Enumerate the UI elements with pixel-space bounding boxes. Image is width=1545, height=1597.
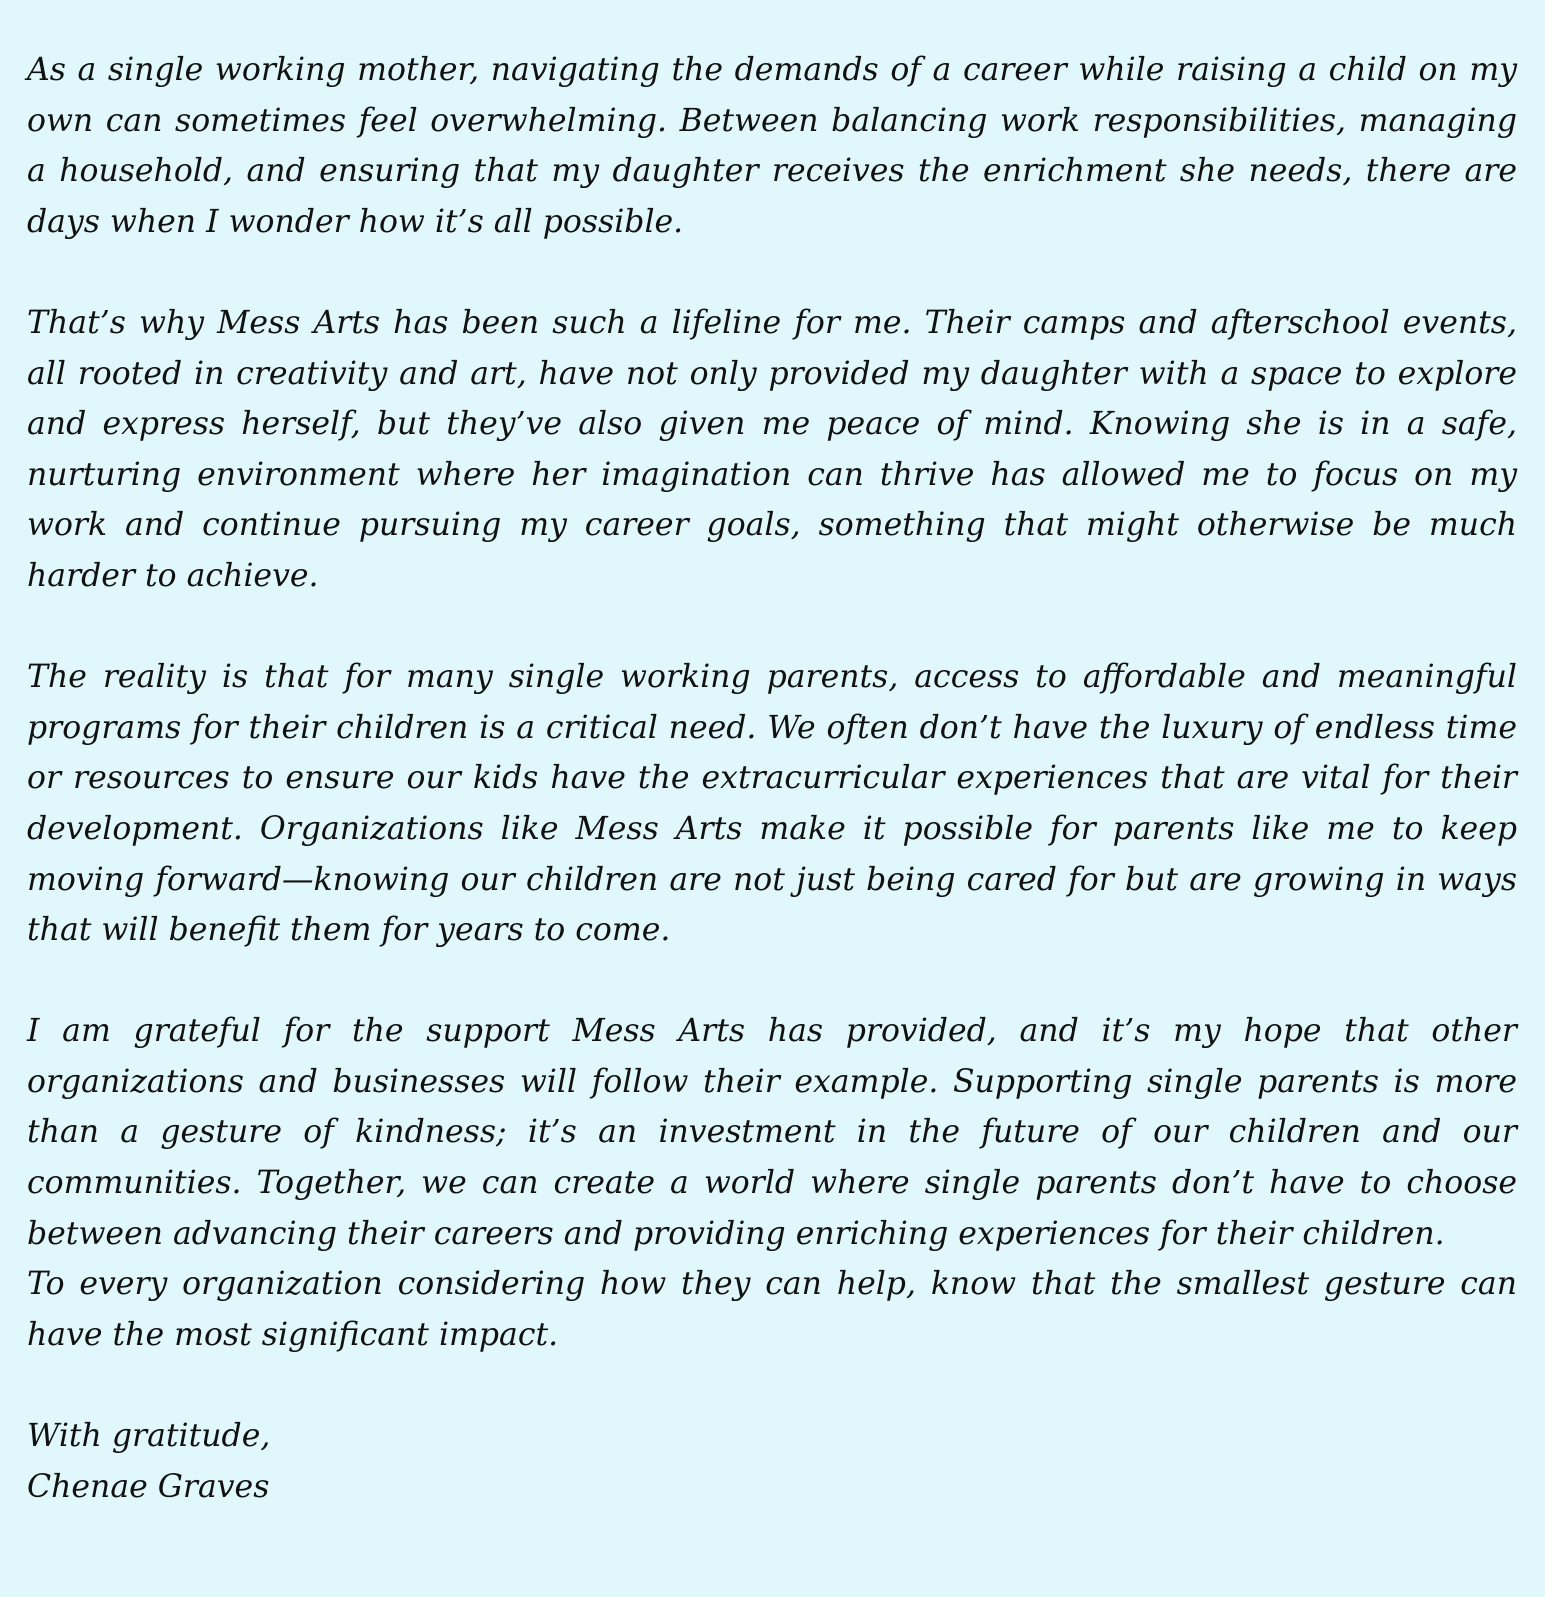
paragraph-gratitude: I am grateful for the support Mess Arts has provided, and it’s my hope that other organizations and businesses will follow their example. Supporting single parents is more than a gesture of kindness; it’s an investment in the future of our children and our communities. Together, we can create a world where single parents don’t have to choose between advancing their careers and providing enriching experiences for their children. <box>27 1013 1517 1252</box>
paragraph-mess-arts-lifeline: That’s why Mess Arts has been such a lifeline for me. Their camps and afterschool events, all rooted in creativity and art, have not only provided my daughter with a space to explore and express herself, but they’ve also given me peace of mind. Knowing she is in a safe, nurturing environment where her imagination can thrive has allowed me to focus on my work and continue pursuing my career goals, something that might otherwise be much harder to achieve. <box>27 304 1517 594</box>
paragraph-reality: The reality is that for many single working parents, access to affordable and meaningful programs for their children is a critical need. We often don’t have the luxury of endless time or resources to ensure our kids have the extracurricular experiences that are vital for their development. Organizations like Mess Arts make it possible for parents like me to keep moving forward—knowing our children are not just being cared for but are growing in ways that will benefit them for years to come. <box>27 659 1517 949</box>
signature-name: Chenae Graves <box>27 1468 270 1505</box>
closing-line: With gratitude, <box>27 1418 271 1455</box>
letter-body <box>27 45 1517 1512</box>
paragraph-intro: As a single working mother, navigating the demands of a career while raising a child on my own can sometimes feel overwhelming. Between balancing work responsibilities, managing a household, and ensuring that my daughter receives the enrichment she needs, there are days when I wonder how it’s all possible. <box>27 52 1517 240</box>
paragraph-call-to-action: To every organization considering how they can help, know that the smallest gesture can have the most significant impact. <box>27 1266 1517 1353</box>
